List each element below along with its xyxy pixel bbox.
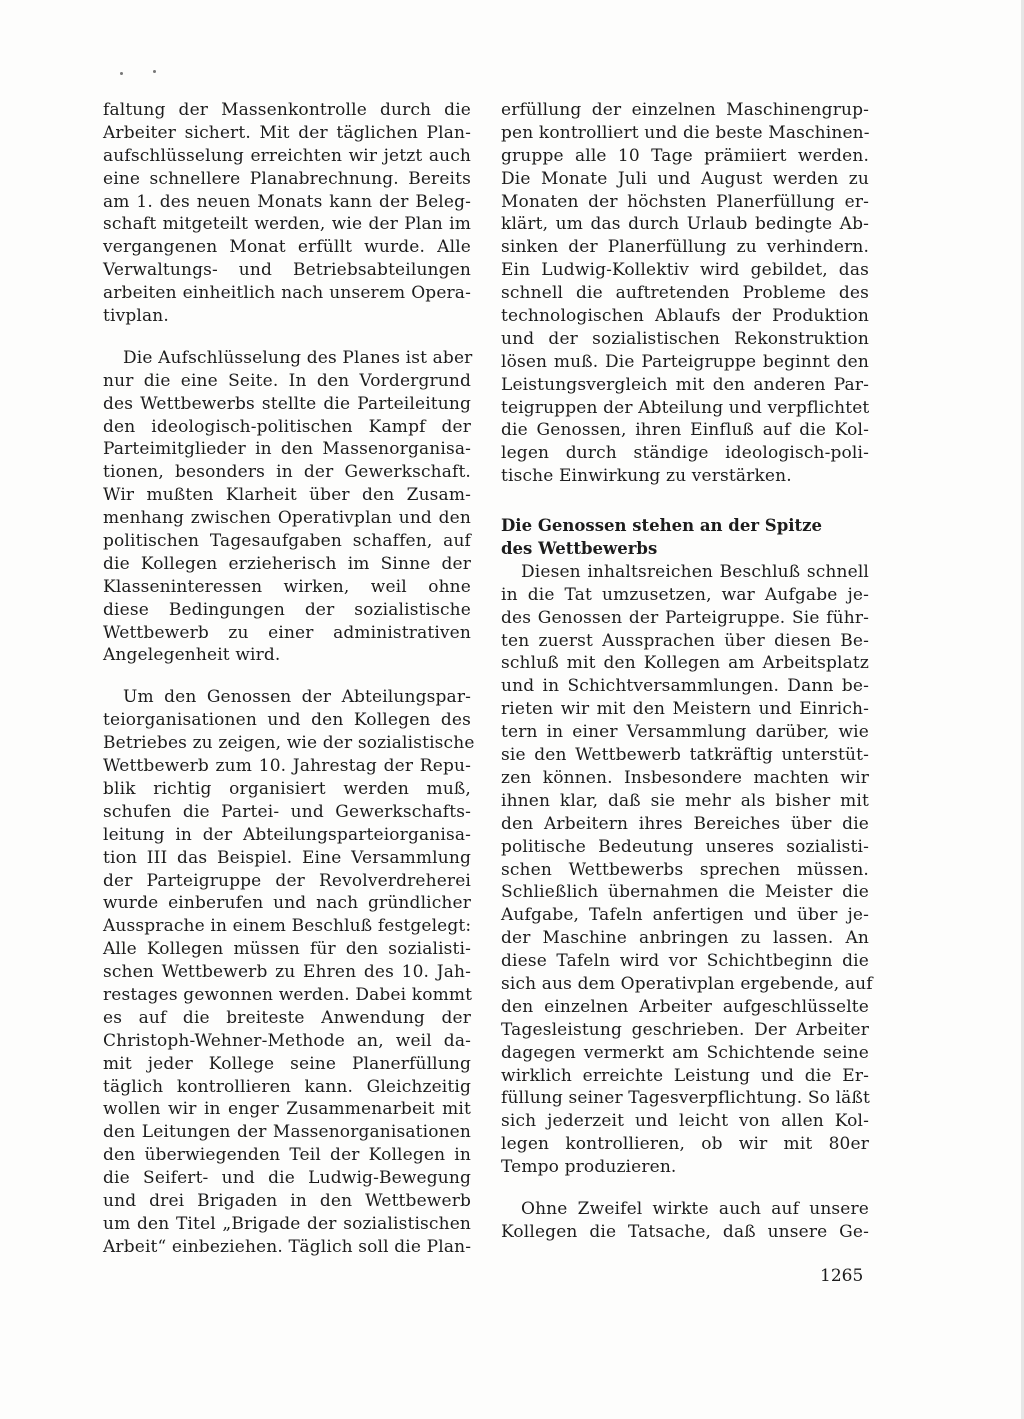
text-line: Die Aufschlüsselung des Planes ist aber xyxy=(123,347,473,368)
text-line: rieten wir mit den Meistern und Einrich- xyxy=(501,699,869,720)
text-line: wirklich erreichte Leistung und die Er- xyxy=(501,1065,869,1086)
text-line: teiorganisationen und den Kollegen des xyxy=(103,710,471,731)
section-heading xyxy=(501,515,869,561)
text-line: Die Monate Juli und August werden zu xyxy=(501,168,869,189)
text-line: Angelegenheit wird. xyxy=(103,645,281,666)
text-line: und in Schichtversammlungen. Dann be- xyxy=(501,676,869,697)
right-column xyxy=(501,99,873,1244)
text-line: teigruppen der Abteilung und verpflichtet xyxy=(501,397,870,418)
text-line: und der sozialistischen Rekonstruktion xyxy=(501,328,869,349)
text-line: in die Tat umzusetzen, war Aufgabe je- xyxy=(501,584,869,605)
text-line: erfüllung der einzelnen Maschinengrup- xyxy=(501,100,869,120)
text-line: Wettbewerb zu einer administrativen xyxy=(103,622,471,643)
text-line: tische Einwirkung zu verstärken. xyxy=(501,466,792,487)
text-line: sich aus dem Operativplan ergebende, auf xyxy=(501,973,873,994)
text-line: diese Bedingungen der sozialistische xyxy=(103,599,471,620)
text-line: sich jederzeit und leicht von allen Kol- xyxy=(501,1111,869,1132)
text-line: aufschlüsselung erreichten wir jetzt auch xyxy=(103,145,471,166)
paragraph-gap xyxy=(103,328,471,347)
paragraph xyxy=(501,99,869,488)
paragraph-gap xyxy=(501,488,869,507)
text-line: sinken der Planerfüllung zu verhindern. xyxy=(501,237,869,258)
paragraph-gap xyxy=(501,507,869,515)
text-line: der Parteigruppe der Revolverdreherei xyxy=(103,870,471,891)
text-line: Tagesleistung geschrieben. Der Arbeiter xyxy=(501,1019,869,1040)
paragraph xyxy=(501,561,873,1179)
text-line: Kollegen die Tatsache, daß unsere Ge- xyxy=(501,1221,869,1242)
paragraph xyxy=(103,99,471,328)
text-line: leitung in der Abteilungsparteiorganisa- xyxy=(103,824,471,845)
text-line: die Seifert- und die Ludwig-Bewegung xyxy=(103,1168,471,1189)
text-line: politische Bedeutung unseres sozialisti- xyxy=(501,836,869,857)
text-line: arbeiten einheitlich nach unserem Opera- xyxy=(103,283,471,304)
paragraph xyxy=(103,686,475,1258)
text-line: lösen muß. Die Parteigruppe beginnt den xyxy=(501,351,869,372)
paragraph xyxy=(501,1198,869,1244)
text-line: die Kollegen erzieherisch im Sinne der xyxy=(103,553,471,574)
text-line: sie den Wettbewerb tatkräftig unterstüt- xyxy=(501,745,869,766)
text-line: Monaten der höchsten Planerfüllung er- xyxy=(501,191,869,212)
text-line: legen kontrollieren, ob wir mit 80er xyxy=(501,1134,869,1155)
text-line: des Wettbewerbs stellte die Parteileitung xyxy=(103,393,471,414)
text-line: Ein Ludwig-Kollektiv wird gebildet, das xyxy=(501,260,869,281)
text-line: ten zuerst Aussprachen über diesen Be- xyxy=(501,630,869,651)
text-line: den ideologisch-politischen Kampf der xyxy=(103,416,471,437)
scan-speck xyxy=(153,70,156,73)
text-line: schen Wettbewerb zu Ehren des 10. Jah- xyxy=(103,962,471,983)
left-column xyxy=(103,99,475,1259)
text-line: den überwiegenden Teil der Kollegen in xyxy=(103,1145,471,1166)
text-line: am 1. des neuen Monats kann der Beleg- xyxy=(103,191,471,212)
text-line: Leistungsvergleich mit den anderen Par- xyxy=(501,374,869,395)
text-line: Wettbewerb zum 10. Jahrestag der Repu- xyxy=(103,756,471,777)
text-line: menhang zwischen Operativplan und den xyxy=(103,508,471,529)
text-line: mit jeder Kollege seine Planerfüllung xyxy=(103,1053,471,1074)
text-line: nur die eine Seite. In den Vordergrund xyxy=(103,370,471,391)
heading-line: des Wettbewerbs xyxy=(501,539,658,559)
text-line: wollen wir in enger Zusammenarbeit mit xyxy=(103,1099,471,1120)
text-line: tionen, besonders in der Gewerkschaft. xyxy=(103,462,471,483)
text-line: faltung der Massenkontrolle durch die xyxy=(103,100,471,120)
text-line: Aussprache in einem Beschluß festgelegt: xyxy=(103,916,472,937)
text-line: technologischen Ablaufs der Produktion xyxy=(501,306,869,327)
text-line: und drei Brigaden in den Wettbewerb xyxy=(103,1190,471,1211)
text-line: es auf die breiteste Anwendung der xyxy=(103,1007,471,1028)
paragraph-gap xyxy=(501,1179,869,1198)
text-line: blik richtig organisiert werden muß, xyxy=(103,778,471,799)
heading-line: Die Genossen stehen an der Spitze xyxy=(501,516,822,536)
text-line: zen können. Insbesondere machten wir xyxy=(501,767,869,788)
text-line: eine schnellere Planabrechnung. Bereits xyxy=(103,168,471,189)
paragraph-gap xyxy=(103,667,471,686)
text-line: Aufgabe, Tafeln anfertigen und über je- xyxy=(501,905,869,926)
text-line: die Genossen, ihren Einfluß auf die Kol- xyxy=(501,420,869,441)
text-line: des Genossen der Parteigruppe. Sie führ- xyxy=(501,607,869,628)
text-line: wurde einberufen und nach gründlicher xyxy=(103,893,471,914)
text-line: schen Wettbewerbs sprechen müssen. xyxy=(501,859,869,880)
text-line: Verwaltungs- und Betriebsabteilungen xyxy=(103,260,471,281)
text-line: politischen Tagesaufgaben schaffen, auf xyxy=(103,531,471,552)
text-line: Ohne Zweifel wirkte auch auf unsere xyxy=(521,1198,869,1219)
text-line: vergangenen Monat erfüllt wurde. Alle xyxy=(103,237,471,258)
text-line: pen kontrolliert und die beste Maschinen- xyxy=(501,122,870,143)
text-line: tern in einer Versammlung darüber, wie xyxy=(501,722,869,743)
text-line: restages gewonnen werden. Dabei kommt xyxy=(103,984,473,1005)
text-line: Betriebes zu zeigen, wie der sozialistische xyxy=(103,733,475,754)
text-line: Christoph-Wehner-Methode an, weil da- xyxy=(103,1030,471,1051)
text-line: um den Titel „Brigade der sozialistischen xyxy=(103,1213,471,1234)
text-line: tion III das Beispiel. Eine Versammlung xyxy=(103,847,471,868)
scan-speck xyxy=(120,72,123,75)
text-line: klärt, um das durch Urlaub bedingte Ab- xyxy=(501,214,869,235)
text-line: tivplan. xyxy=(103,306,169,327)
text-line: gruppe alle 10 Tage prämiiert werden. xyxy=(501,145,869,166)
text-line: legen durch ständige ideologisch-poli- xyxy=(501,443,869,464)
text-line: ihnen klar, daß sie mehr als bisher mit xyxy=(501,790,869,811)
text-line: dagegen vermerkt am Schichtende seine xyxy=(501,1042,869,1063)
text-line: diese Tafeln wird vor Schichtbeginn die xyxy=(501,951,869,972)
paragraph xyxy=(103,347,471,667)
text-line: täglich kontrollieren kann. Gleichzeitig xyxy=(103,1076,471,1097)
text-line: Arbeiter sichert. Mit der täglichen Plan- xyxy=(103,122,471,143)
text-line: den Leitungen der Massenorganisationen xyxy=(103,1122,471,1143)
text-line: Arbeit“ einbeziehen. Täglich soll die Plan- xyxy=(103,1236,472,1257)
page-number: 1265 xyxy=(820,1266,864,1286)
text-line: Um den Genossen der Abteilungspar- xyxy=(123,687,471,708)
text-line: den Arbeitern ihres Bereiches über die xyxy=(501,813,869,834)
text-line: schluß mit den Kollegen am Arbeitsplatz xyxy=(501,653,869,674)
text-line: Alle Kollegen müssen für den sozialisti- xyxy=(103,939,471,960)
text-line: schnell die auftretenden Probleme des xyxy=(501,283,869,304)
text-line: schaft mitgeteilt werden, wie der Plan im xyxy=(103,214,471,235)
text-line: Schließlich übernahmen die Meister die xyxy=(501,882,869,903)
text-line: der Maschine anbringen zu lassen. An xyxy=(501,928,869,949)
text-line: Klasseninteressen wirken, weil ohne xyxy=(103,576,471,597)
text-line: Diesen inhaltsreichen Beschluß schnell xyxy=(521,561,869,582)
text-line: Wir mußten Klarheit über den Zusam- xyxy=(103,485,471,506)
text-line: den einzelnen Arbeiter aufgeschlüsselte xyxy=(501,996,869,1017)
text-line: Parteimitglieder in den Massenorganisa- xyxy=(103,439,471,460)
text-line: Tempo produzieren. xyxy=(501,1157,677,1178)
text-line: füllung seiner Tagesverpflichtung. So läßt xyxy=(501,1088,870,1109)
text-line: schufen die Partei- und Gewerkschafts- xyxy=(103,801,471,822)
